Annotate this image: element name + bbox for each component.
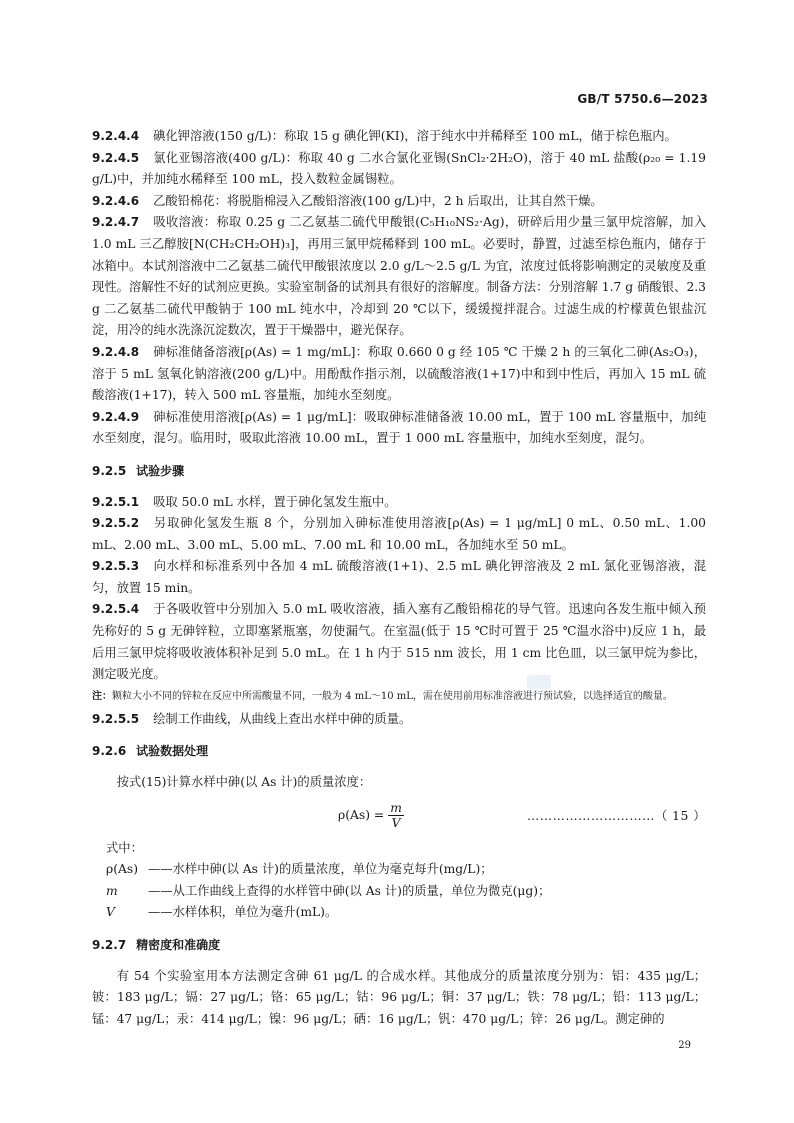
variable-description: ——水样体积，单位为毫升(mL)。 [148, 905, 338, 920]
clause-9-2-4-4 [92, 126, 706, 148]
clause-number: 9.2.4.8 [92, 344, 140, 359]
clause-text: 氯化亚锡溶液(400 g/L)：称取 40 g 二水合氯化亚锡(SnCl₂·2H₂O)，溶于 40 mL 盐酸(ρ₂₀ = 1.19 g/L)中，并加纯水稀释至 100 mL，投入数粒金属锡粒。 [92, 150, 706, 187]
clause-9-2-5-1 [92, 492, 706, 514]
section-number: 9.2.5 [92, 463, 127, 478]
section-title: 试验步骤 [136, 463, 185, 478]
section-title: 精密度和准确度 [136, 938, 221, 952]
clause-number: 9.2.5.2 [92, 516, 140, 531]
watermark-icon [527, 675, 551, 689]
variable-row [106, 902, 706, 924]
where-label: 式中： [106, 840, 143, 855]
variable-symbol: V [106, 905, 115, 920]
clause-text: 碘化钾溶液(150 g/L)：称取 15 g 碘化钾(KI)，溶于纯水中并稀释至 100 mL，储于棕色瓶内。 [153, 129, 677, 143]
formula-expression [338, 802, 404, 830]
clause-9-2-5-2 [92, 513, 706, 556]
clause-9-2-4-5 [92, 148, 706, 191]
clause-text: 砷标准使用溶液[ρ(As) = 1 μg/mL]：吸取砷标准储备液 10.00 mL，置于 100 mL 容量瓶中，加纯水至刻度，混匀。临用时，吸取此溶液 10.00 mL，置于 1 000 mL 容量瓶中，加纯水至刻度，混匀。 [92, 409, 706, 446]
formula-numerator: m [390, 800, 402, 815]
standard-code: GB/T 5750.6—2023 [577, 92, 708, 106]
clause-number: 9.2.4.4 [92, 129, 140, 143]
section-title: 试验数据处理 [136, 744, 209, 759]
variable-row [106, 881, 706, 903]
variable-description: ——水样中砷(以 As 计)的质量浓度，单位为毫克每升(mg/L)； [148, 862, 493, 877]
section-number: 9.2.7 [92, 938, 127, 952]
page-number: 29 [678, 1040, 691, 1051]
clause-text: 向水样和标准系列中各加 4 mL 硫酸溶液(1+1)、2.5 mL 碘化钾溶液及 2 mL 氯化亚锡溶液，混匀，放置 15 min。 [92, 559, 707, 595]
note-label: 注： [92, 690, 112, 702]
clause-number: 9.2.5.3 [92, 559, 140, 574]
clause-9-2-5-5 [92, 709, 706, 731]
variable-row [106, 859, 706, 881]
formula-lhs: ρ(As) = [338, 807, 385, 822]
clause-text: 另取砷化氢发生瓶 8 个，分别加入砷标准使用溶液[ρ(As) = 1 μg/mL] 0 mL、0.50 mL、1.00 mL、2.00 mL、3.00 mL、5.00 mL、7.00 mL 和 10.00 mL，各加纯水至 50 mL。 [92, 516, 706, 552]
variable-symbol: ρ(As) [106, 862, 139, 877]
clause-number: 9.2.4.9 [92, 409, 140, 424]
clause-text: 砷标准储备溶液[ρ(As) = 1 mg/mL]：称取 0.660 0 g 经 105 ℃ 干燥 2 h 的三氧化二砷(As₂O₃)，溶于 5 mL 氢氧化钠溶液(200 g/L)中。用酚酞作指示剂，以硫酸溶液(1+17)中和到中性后，再加入 15 mL 硫酸溶液(1+17)，转入 500 mL 容量瓶，加纯水至刻度。 [92, 344, 706, 403]
section-number: 9.2.6 [92, 744, 127, 759]
clause-9-2-4-8 [92, 342, 706, 407]
note-text: 颗粒大小不同的锌粒在反应中所需酸量不同，一般为 4 mL～10 mL，需在使用前用标准溶液进行预试验，以选择适宜的酸量。 [112, 690, 673, 702]
formula-fraction [388, 802, 404, 830]
variable-description: ——从工作曲线上查得的水样管中砷(以 As 计)的质量，单位为微克(μg)； [148, 883, 551, 898]
clause-9-2-4-6 [92, 191, 706, 213]
section-heading-9-2-6 [92, 741, 706, 763]
clause-number: 9.2.5.4 [92, 602, 140, 617]
clause-text: 吸取 50.0 mL 水样，置于砷化氢发生瓶中。 [153, 494, 397, 509]
clause-text: 绘制工作曲线，从曲线上查出水样中砷的质量。 [153, 711, 412, 726]
clause-9-2-4-7 [92, 212, 706, 342]
note [92, 688, 706, 705]
clause-number: 9.2.4.6 [92, 193, 140, 208]
formula-15 [92, 800, 706, 834]
clause-number: 9.2.4.7 [92, 215, 140, 230]
section-heading-9-2-5 [92, 461, 706, 483]
calculation-intro: 按式(15)计算水样中砷(以 As 计)的质量浓度： [116, 775, 372, 790]
clause-text: 于各吸收管中分别加入 5.0 mL 吸收溶液，插入塞有乙酸铅棉花的导气管。迅速向各发生瓶中倾入预先称好的 5 g 无砷锌粒，立即塞紧瓶塞，勿使漏气。在室温(低于 15 ℃时可置于 25 ℃温水浴中)反应 1 h，最后用三氯甲烷将吸收液体积补足到 5.0 mL。在 1 h 内于 515 nm 波长，用 1 cm 比色皿，以三氯甲烷为参比，测定吸光度。 [92, 602, 706, 682]
clause-number: 9.2.5.5 [92, 711, 140, 726]
clause-9-2-5-3 [92, 556, 706, 599]
clause-text: 乙酸铅棉花：将脱脂棉浸入乙酸铅溶液(100 g/L)中，2 h 后取出，让其自然干燥。 [153, 193, 603, 208]
clause-text: 吸收溶液：称取 0.25 g 二乙氨基二硫代甲酸银(C₅H₁₀NS₂·Ag)，研碎后用少量三氯甲烷溶解，加入 1.0 mL 三乙醇胺[N(CH₂CH₂OH)₃]，再用三氯甲烷稀释到 100 mL。必要时，静置，过滤至棕色瓶内，储存于冰箱中。本试剂溶液中二乙氨基二硫代甲酸银浓度以 2.0 g/L～2.5 g/L 为宜，浓度过低将影响测定的灵敏度及重现性。溶解性不好的试剂应更换。实验室制备的试剂具有很好的溶解度。制备方法：分别溶解 1.7 g 硝酸银、2.3 g 二乙氨基二硫代甲酸钠于 100 mL 纯水中，冷却到 20 ℃以下，缓缓搅拌混合。过滤生成的柠檬黄色银盐沉淀，用冷的纯水洗涤沉淀数次，置于干燥器中，避光保存。 [92, 215, 706, 338]
clause-number: 9.2.4.5 [92, 150, 140, 165]
formula-number: …………………………（ 15 ） [526, 808, 706, 823]
variable-symbol: m [106, 883, 118, 898]
section-heading-9-2-7 [92, 935, 706, 957]
clause-9-2-5-4 [92, 599, 706, 685]
clause-9-2-4-9 [92, 407, 706, 450]
precision-paragraph: 有 54 个实验室用本方法测定含砷 61 μg/L 的合成水样。其他成分的质量浓度分别为：铝：435 μg/L；铍：183 μg/L；镉：27 μg/L；铬：65 μg/L；钴：96 μg/L；铜：37 μg/L；铁：78 μg/L；铅：113 μg/L；锰：47 μg/L；汞：414 μg/L；镍：96 μg/L；硒：16 μg/L；钒：470 μg/L；锌：26 μg/L。测定砷的 [92, 968, 706, 1026]
main-content [92, 126, 706, 1030]
formula-denominator: V [391, 815, 401, 830]
clause-number: 9.2.5.1 [92, 494, 140, 509]
